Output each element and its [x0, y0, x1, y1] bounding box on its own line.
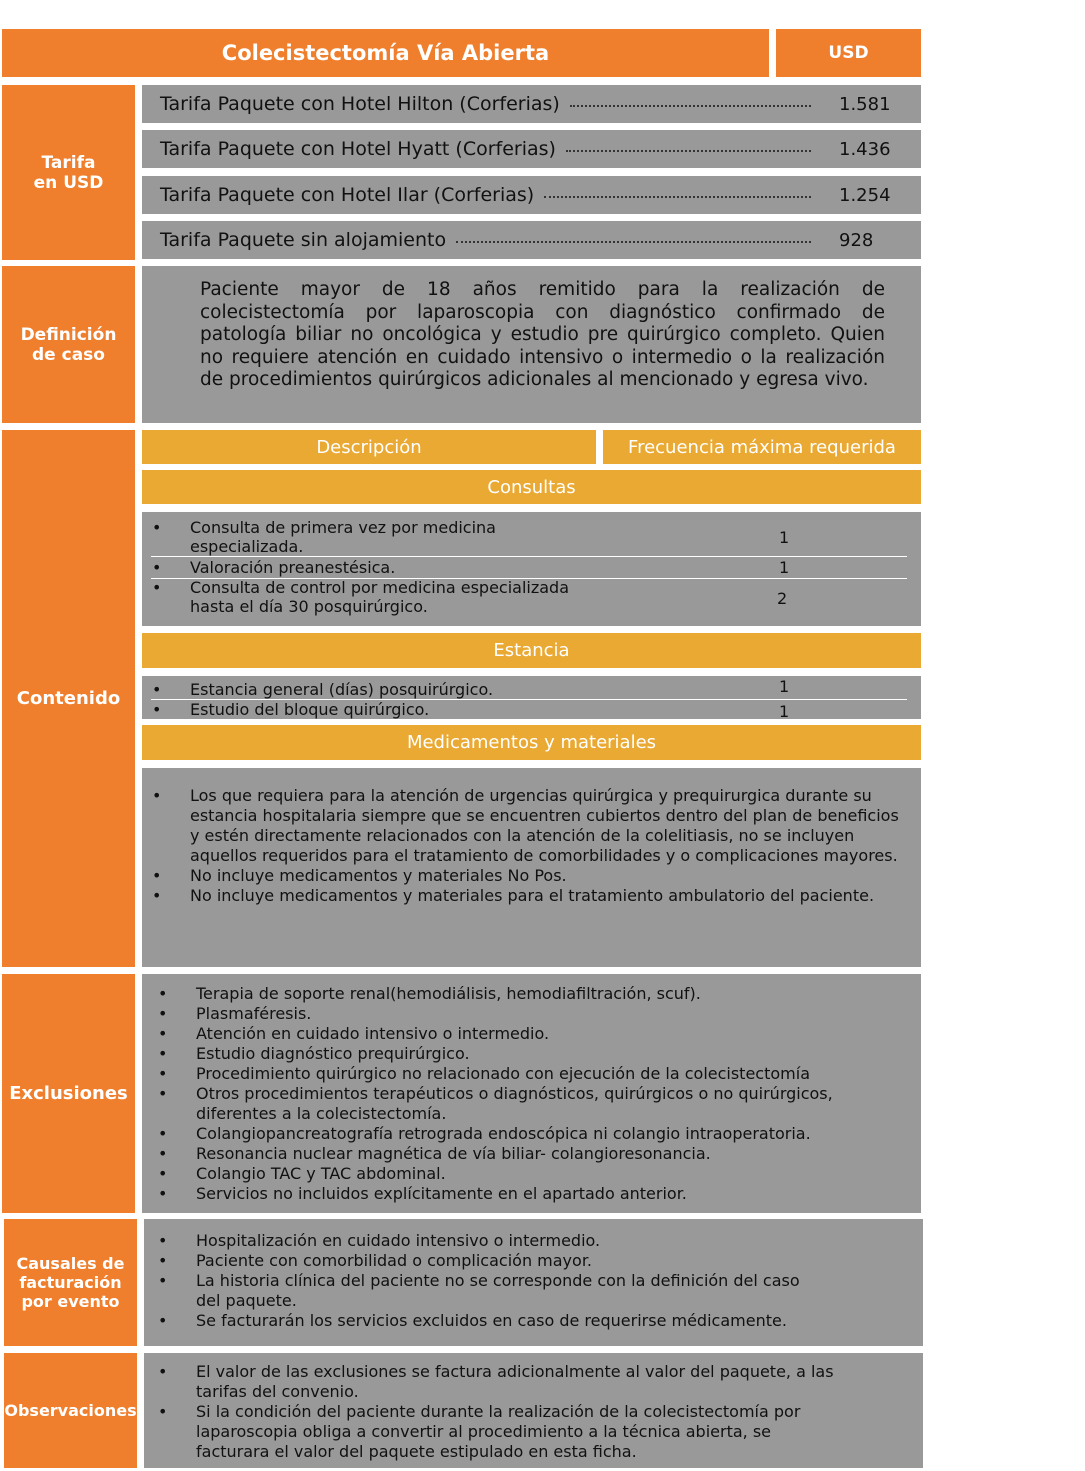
- rate-value: 928: [839, 229, 874, 251]
- exclusiones-label: Exclusiones: [2, 974, 135, 1213]
- list-item: • Si la condición del paciente durante la realización de la colecistectomía por laparoscopia obliga a convertir al procedimiento a la técnica abierta, se facturara el valor del paquete estipulado en esta ficha.: [158, 1402, 801, 1461]
- frequency-value: 1: [779, 677, 790, 696]
- dotted-leader: [566, 150, 811, 152]
- bullet-icon: •: [158, 1024, 168, 1043]
- causales-box: [144, 1219, 923, 1346]
- list-item: • Servicios no incluidos explícitamente en el apartado anterior.: [158, 1184, 687, 1203]
- list-item: • Resonancia nuclear magnética de vía biliar- colangioresonancia.: [158, 1144, 711, 1163]
- bullet-icon: •: [158, 984, 168, 1003]
- column-header-frecuencia: Frecuencia máxima requerida: [603, 430, 921, 464]
- list-item: • Estudio del bloque quirúrgico.: [152, 700, 430, 719]
- bullet-icon: •: [152, 886, 162, 905]
- causales-label: Causales de facturación por evento: [4, 1219, 137, 1346]
- bullet-icon: •: [152, 518, 162, 537]
- list-item: • Atención en cuidado intensivo o intermedio.: [158, 1024, 550, 1043]
- bullet-icon: •: [158, 1084, 168, 1103]
- frequency-value: 1: [779, 528, 790, 547]
- exclusiones-list: [158, 984, 871, 1204]
- bullet-icon: •: [158, 1362, 168, 1381]
- bullet-icon: •: [158, 1124, 168, 1143]
- rate-row-hilton: [142, 85, 921, 123]
- bullet-icon: •: [158, 1231, 168, 1250]
- rate-row-ilar: [142, 176, 921, 214]
- rate-value: 1.581: [839, 93, 891, 115]
- estancia-box: [142, 676, 921, 719]
- list-item: • Estudio diagnóstico prequirúrgico.: [158, 1044, 470, 1063]
- bullet-icon: •: [158, 1271, 168, 1290]
- list-item: • Terapia de soporte renal(hemodiálisis, hemodiafiltración, scuf).: [158, 984, 701, 1003]
- list-item: • Hospitalización en cuidado intensivo o intermedio.: [158, 1231, 601, 1250]
- bullet-icon: •: [152, 578, 162, 597]
- list-item: • Procedimiento quirúrgico no relacionado con ejecución de la colecistectomía: [158, 1064, 810, 1083]
- bullet-icon: •: [158, 1402, 168, 1421]
- list-item: • Valoración preanestésica.: [152, 558, 396, 577]
- list-item: • Consulta de control por medicina especializada hasta el día 30 posquirúrgico.: [152, 578, 570, 616]
- dotted-leader: [544, 196, 811, 198]
- medicamentos-box: [142, 768, 921, 967]
- bullet-icon: •: [158, 1311, 168, 1330]
- list-item: • Colangio TAC y TAC abdominal.: [158, 1164, 446, 1183]
- bullet-icon: •: [152, 558, 162, 577]
- bullet-icon: •: [158, 1004, 168, 1023]
- section-heading-medicamentos: Medicamentos y materiales: [142, 725, 921, 760]
- section-heading-estancia: Estancia: [142, 633, 921, 668]
- frequency-value: 1: [779, 558, 790, 577]
- bullet-icon: •: [152, 786, 162, 805]
- list-item: • No incluye medicamentos y materiales No Pos.: [152, 866, 567, 885]
- list-item: • Colangiopancreatografía retrograda endoscópica ni colangio intraoperatoria.: [158, 1124, 811, 1143]
- bullet-icon: •: [158, 1144, 168, 1163]
- frequency-value: 2: [777, 589, 788, 608]
- list-item: • Plasmaféresis.: [158, 1004, 312, 1023]
- bullet-icon: •: [158, 1184, 168, 1203]
- list-item: • No incluye medicamentos y materiales para el tratamiento ambulatorio del paciente.: [152, 886, 875, 905]
- bullet-icon: •: [158, 1251, 168, 1270]
- exclusiones-box: [142, 974, 921, 1213]
- definicion-label: Definición de caso: [2, 266, 135, 423]
- bullet-icon: •: [152, 680, 162, 699]
- contenido-label: Contenido: [2, 430, 135, 967]
- dotted-leader: [570, 105, 811, 107]
- row-divider: [151, 556, 907, 557]
- list-item: • Estancia general (días) posquirúrgico.: [152, 680, 494, 699]
- column-header-descripcion: Descripción: [142, 430, 596, 464]
- rate-row-hyatt: [142, 130, 921, 168]
- medicamentos-list: [152, 786, 899, 906]
- bullet-icon: •: [152, 866, 162, 885]
- rate-name: Tarifa Paquete sin alojamiento: [160, 229, 447, 251]
- consultas-box: [142, 512, 921, 626]
- section-heading-consultas: Consultas: [142, 470, 921, 504]
- list-item: • Paciente con comorbilidad o complicación mayor.: [158, 1251, 593, 1270]
- rate-value: 1.254: [839, 184, 891, 206]
- rate-row-sin-alojamiento: [142, 221, 921, 259]
- definicion-text: Paciente mayor de 18 años remitido para la realización de colecistectomía por laparoscopia con diagnóstico confirmado de patología biliar no oncológica y estudio pre quirúrgico completo. Quien no requiere atención en cuidado intensivo o intermedio o la realización de procedimientos quirúrgicos adicionales al mencionado y egresa vivo.: [200, 279, 885, 390]
- list-item: • Los que requiera para la atención de urgencias quirúrgica y prequirurgica durante su estancia hospitalaria siempre que se encuentren cubiertos dentro del plan de beneficios y estén directamente relacionados con la atención de la colelitiasis, no se incluyen aquellos requeridos para el tratamiento de comorbilidades y o complicaciones mayores.: [152, 786, 899, 865]
- list-item: • Consulta de primera vez por medicina especializada.: [152, 518, 496, 556]
- bullet-icon: •: [158, 1164, 168, 1183]
- bullet-icon: •: [152, 700, 162, 719]
- page-title: Colecistectomía Vía Abierta: [2, 29, 769, 77]
- list-item: • La historia clínica del paciente no se corresponde con la definición del caso del paquete.: [158, 1271, 800, 1310]
- observaciones-list: [158, 1362, 883, 1462]
- causales-list: [158, 1231, 883, 1331]
- bullet-icon: •: [158, 1044, 168, 1063]
- rate-name: Tarifa Paquete con Hotel Hyatt (Corferias): [160, 138, 556, 160]
- currency-header: USD: [776, 29, 921, 77]
- observaciones-box: [144, 1353, 923, 1468]
- list-item: • El valor de las exclusiones se factura adicionalmente al valor del paquete, a las tarifas del convenio.: [158, 1362, 834, 1401]
- rate-name: Tarifa Paquete con Hotel Ilar (Corferias): [160, 184, 535, 206]
- list-item: • Otros procedimientos terapéuticos o diagnósticos, quirúrgicos o no quirúrgicos, diferentes a la colecistectomía.: [158, 1084, 833, 1123]
- dotted-leader: [456, 241, 811, 243]
- tarifa-label: Tarifa en USD: [2, 85, 135, 260]
- list-item: • Se facturarán los servicios excluidos en caso de requerirse médicamente.: [158, 1311, 787, 1330]
- definicion-box: [142, 266, 921, 423]
- observaciones-label: Observaciones: [4, 1353, 137, 1468]
- frequency-value: 1: [779, 702, 790, 719]
- bullet-icon: •: [158, 1064, 168, 1083]
- rate-value: 1.436: [839, 138, 891, 160]
- rate-name: Tarifa Paquete con Hotel Hilton (Corferias): [160, 93, 560, 115]
